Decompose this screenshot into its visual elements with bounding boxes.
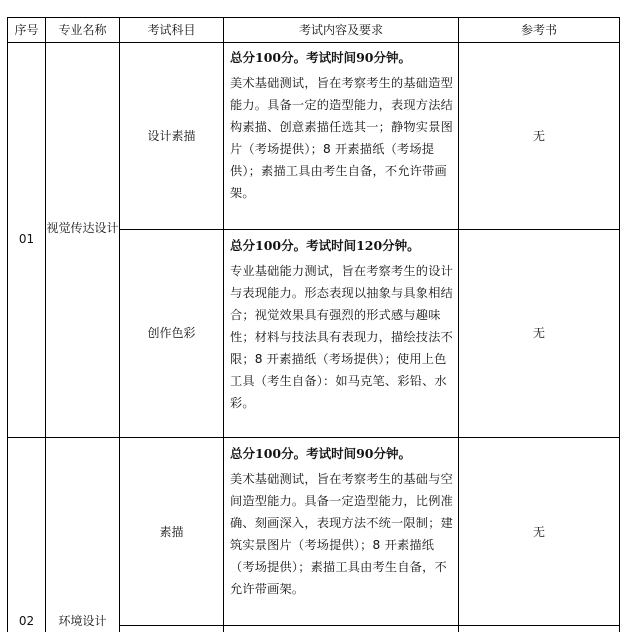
content-text: 专业基础能力测试，旨在考察考生的设计与表现能力。形态表现以抽象与具象相结合；视觉效果具有强烈的形式感与趣味性；材料与技法具有表现力，描绘技法不限；8 开素描纸（考场提供）；使用上色工具（考生自备）：如马克笔、彩铅、水彩。 — [230, 264, 453, 410]
content-title: 总分100分。考试时间120分钟。 — [230, 238, 420, 253]
reference-book: 无 — [532, 326, 545, 340]
subject-name: 创作色彩 — [147, 326, 196, 340]
header-content: 考试内容及要求 — [298, 23, 383, 37]
col-border-1 — [45, 17, 46, 632]
subject-content — [230, 236, 454, 414]
content-title: 总分100分。考试时间90分钟。 — [230, 446, 411, 461]
table-top-border — [7, 17, 619, 18]
content-text: 美术基础测试，旨在考察考生的基础与空间造型能力。具备一定造型能力，比例准确、刻画深入，表现方法不统一限制；建筑实景图片（考场提供）；8 开素描纸（考场提供）；素描工具由考生自备，不允许带画架。 — [230, 472, 453, 596]
major-name: 视觉传达设计 — [46, 221, 119, 235]
major-seq: 02 — [18, 614, 35, 628]
header-book: 参考书 — [520, 23, 557, 37]
header-bottom-border — [7, 42, 619, 43]
row-divider-3 — [119, 625, 619, 626]
header-major: 专业名称 — [58, 23, 107, 37]
major-name: 环境设计 — [58, 614, 107, 628]
row-divider-2 — [7, 437, 619, 438]
header-subject: 考试科目 — [147, 23, 196, 37]
subject-content — [230, 444, 454, 600]
subject-name: 设计素描 — [147, 129, 196, 143]
reference-book: 无 — [532, 129, 545, 143]
content-text: 美术基础测试，旨在考察考生的基础造型能力。具备一定的造型能力，表现方法结构素描、创意素描任选其一；静物实景图片（考场提供）；8 开素描纸（考场提供）；素描工具由考生自备，不允许带画架。 — [230, 76, 453, 200]
row-divider-1 — [119, 229, 619, 230]
col-border-0 — [7, 17, 8, 632]
header-seq: 序号 — [14, 23, 39, 37]
major-seq: 01 — [18, 232, 35, 246]
col-border-5 — [619, 17, 620, 632]
content-title: 总分100分。考试时间90分钟。 — [230, 50, 411, 65]
subject-content — [230, 48, 454, 204]
reference-book: 无 — [532, 525, 545, 539]
col-border-3 — [223, 17, 224, 632]
subject-name: 素描 — [159, 525, 184, 539]
